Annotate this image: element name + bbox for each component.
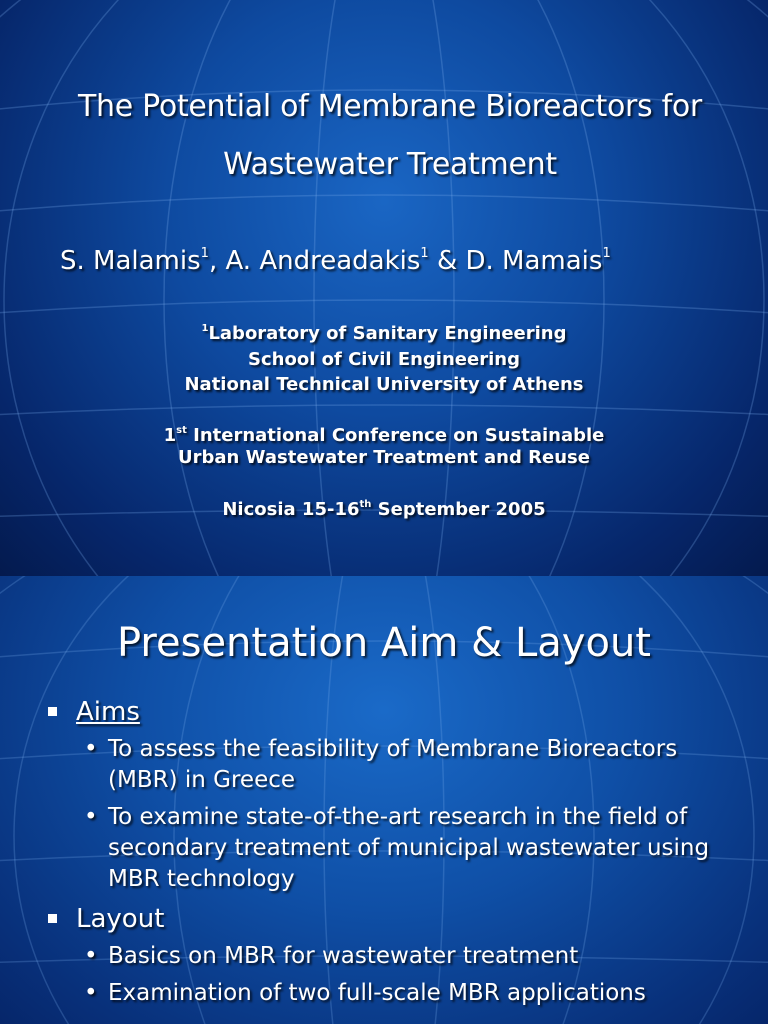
bullet-item: [48, 941, 748, 972]
aims-layout-slide: [0, 576, 768, 1024]
affiliation-university: National Technical University of Athens: [184, 374, 584, 395]
author-name: A. Andreadakis: [225, 246, 421, 276]
affiliation-mark: 1: [201, 323, 209, 334]
slide-title: [40, 78, 740, 194]
venue-date-prefix: Nicosia 15-16: [222, 499, 360, 520]
conference-name-part: Urban Wastewater Treatment and Reuse: [178, 447, 590, 468]
slide-title: Presentation Aim & Layout: [117, 620, 651, 666]
affiliation-lab: Laboratory of Sanitary Engineering: [208, 323, 567, 344]
section-heading: Layout: [76, 904, 165, 934]
round-bullet-icon: •: [84, 736, 98, 762]
affiliation-school: School of Civil Engineering: [248, 348, 520, 370]
author-affiliation-mark: 1: [200, 246, 209, 261]
bullet-list: [48, 694, 748, 1015]
bullet-text: Basics on MBR for wastewater treatment: [108, 943, 579, 969]
bullet-item: [48, 802, 748, 895]
conference-line: [0, 420, 768, 447]
bullet-text: To assess the feasibility of Membrane Bioreactors (MBR) in Greece: [108, 736, 678, 793]
author-affiliation-mark: 1: [420, 246, 429, 261]
conference-ordinal: st: [176, 425, 187, 436]
conference-name-part: International Conference on Sustainable: [186, 425, 605, 446]
date-ordinal: th: [359, 499, 372, 510]
author-name: D. Mamais: [465, 246, 603, 276]
round-bullet-icon: •: [84, 804, 98, 830]
round-bullet-icon: •: [84, 943, 98, 969]
venue-date-suffix: September 2005: [371, 499, 546, 520]
bullet-section-layout: [48, 901, 748, 937]
bullet-item: [48, 734, 748, 796]
affiliation-line: [0, 316, 768, 347]
affiliation-block: [0, 316, 768, 398]
venue-date: [0, 492, 768, 523]
author-name: S. Malamis: [60, 246, 201, 276]
conference-number: 1: [163, 425, 177, 446]
title-line: The Potential of Membrane Bioreactors for: [78, 89, 702, 124]
author-list: [60, 246, 611, 276]
bullet-item: [48, 978, 748, 1009]
square-bullet-icon: [48, 914, 57, 923]
conference-block: [0, 420, 768, 469]
section-heading: Aims: [76, 697, 140, 727]
author-affiliation-mark: 1: [602, 246, 611, 261]
author-separator: ,: [208, 246, 226, 276]
square-bullet-icon: [48, 707, 57, 716]
author-separator: &: [428, 246, 466, 276]
bullet-text: To examine state-of-the-art research in the field of secondary treatment of municipal wastewater using MBR technology: [108, 804, 710, 892]
bullet-section-aims: [48, 694, 748, 730]
title-line: Wastewater Treatment: [223, 147, 557, 182]
bullet-text: Examination of two full-scale MBR applications: [108, 980, 646, 1006]
round-bullet-icon: •: [84, 980, 98, 1006]
